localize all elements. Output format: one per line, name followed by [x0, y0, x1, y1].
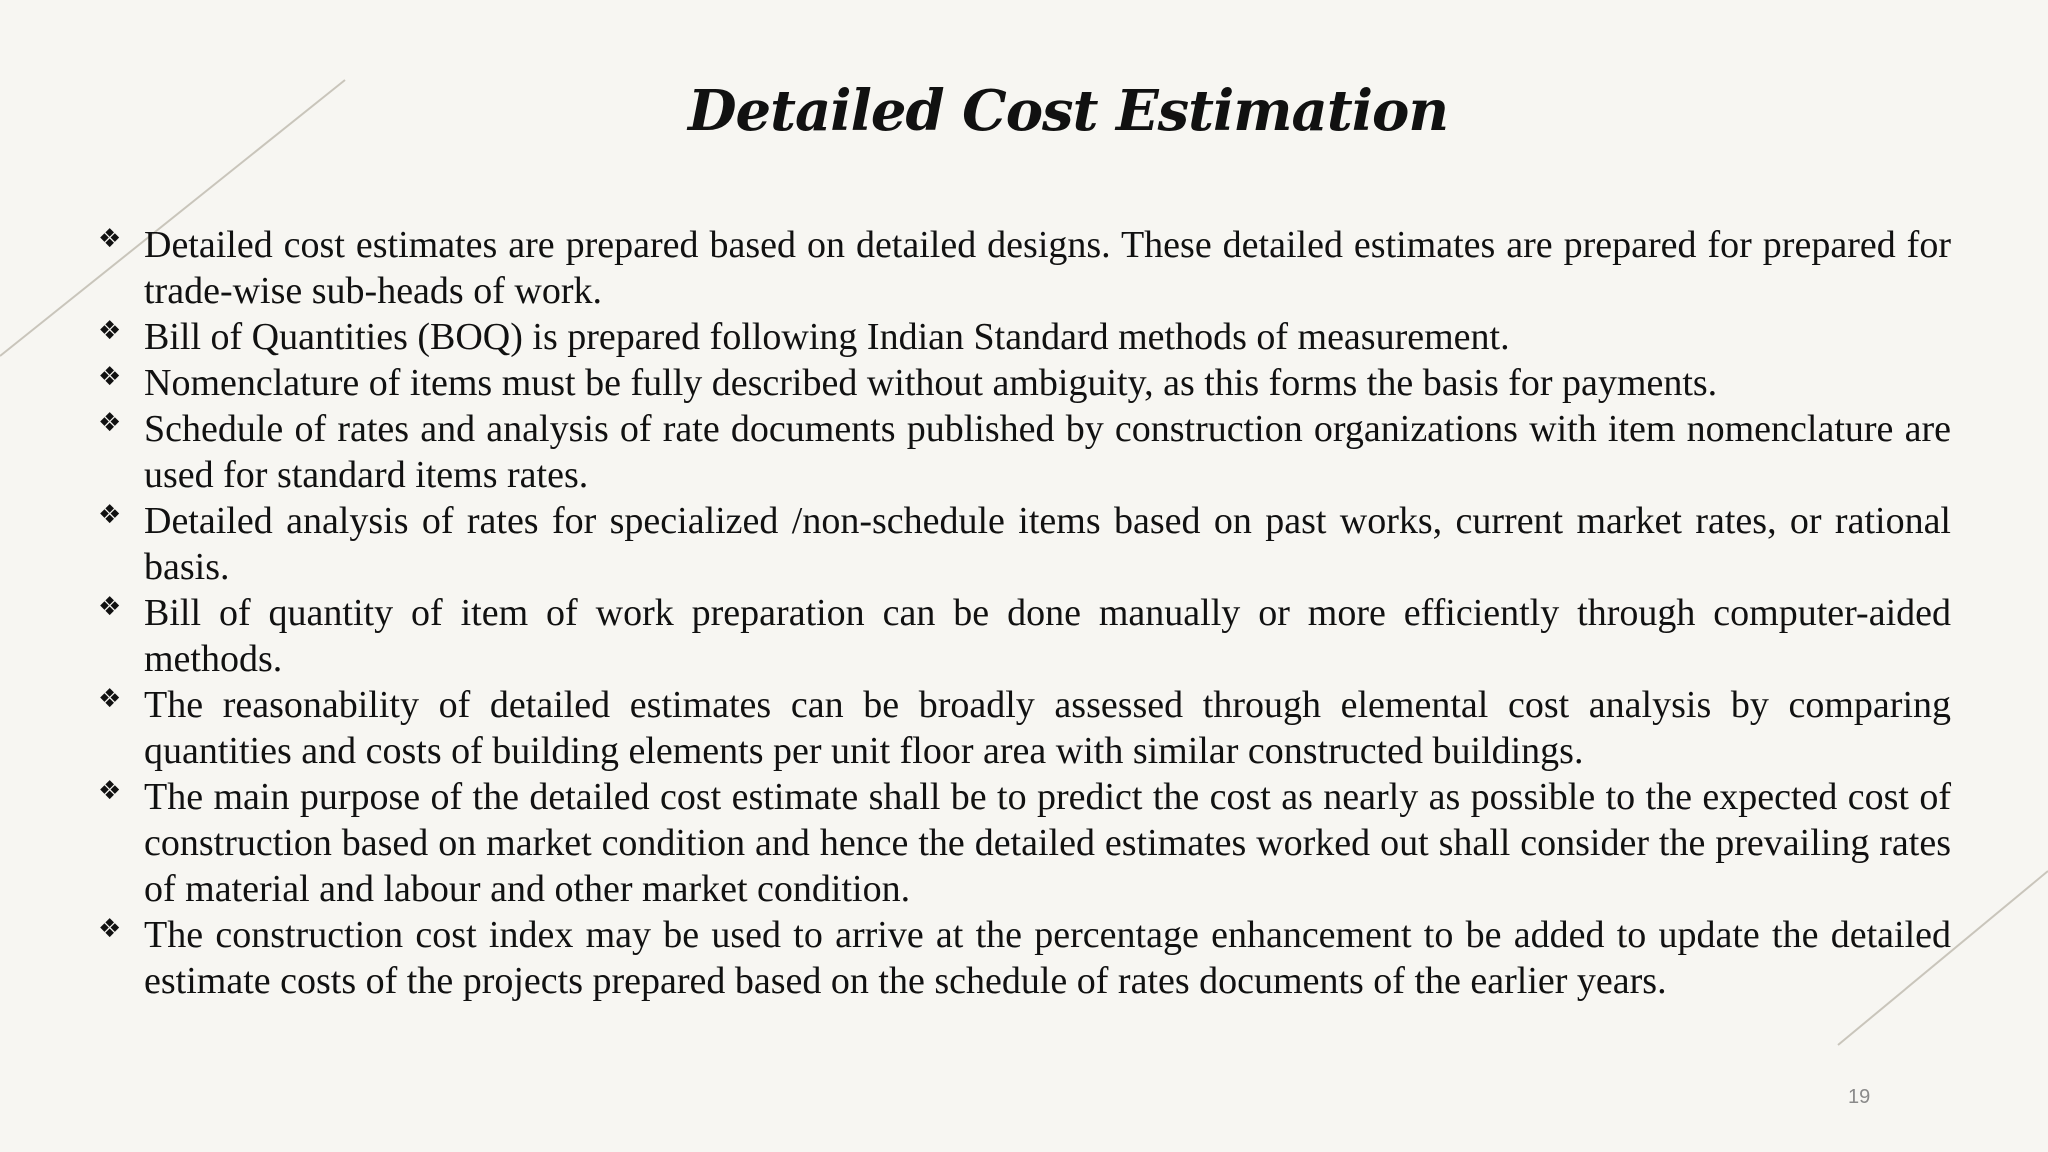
- bullet-item: [98, 912, 1951, 1004]
- bullet-text: Bill of Quantities (BOQ) is prepared following Indian Standard methods of measurement.: [144, 316, 1510, 358]
- bullet-item: [98, 314, 1951, 360]
- bullet-text: Schedule of rates and analysis of rate documents published by construction organizations with item nomenclature are used for standard items rates.: [144, 408, 1951, 496]
- bullet-item: [98, 498, 1951, 590]
- diamond-bullet-icon: ❖: [98, 408, 122, 438]
- bullet-text: The main purpose of the detailed cost estimate shall be to predict the cost as nearly as possible to the expected cost of construction based on market condition and hence the detailed estimates worked out shall consider the prevailing rates of material and labour and other market condition.: [144, 776, 1951, 910]
- diamond-bullet-icon: ❖: [98, 224, 122, 254]
- diamond-bullet-icon: ❖: [98, 316, 122, 346]
- slide-title: Detailed Cost Estimation: [687, 78, 1449, 144]
- bullet-text: Nomenclature of items must be fully described without ambiguity, as this forms the basis for payments.: [144, 362, 1718, 404]
- diamond-bullet-icon: ❖: [98, 914, 122, 944]
- diamond-bullet-icon: ❖: [98, 592, 122, 622]
- diamond-bullet-icon: ❖: [98, 684, 122, 714]
- diamond-bullet-icon: ❖: [98, 362, 122, 392]
- bullet-item: [98, 222, 1951, 314]
- bullet-item: [98, 682, 1951, 774]
- bullet-item: [98, 590, 1951, 682]
- diamond-bullet-icon: ❖: [98, 500, 122, 530]
- bullet-text: Bill of quantity of item of work preparation can be done manually or more efficiently through computer-aided methods.: [144, 592, 1951, 680]
- bullet-text: The reasonability of detailed estimates can be broadly assessed through elemental cost analysis by comparing quantities and costs of building elements per unit floor area with similar constructed buildings.: [144, 684, 1951, 772]
- diamond-bullet-icon: ❖: [98, 776, 122, 806]
- page-number: 19: [1848, 1086, 1871, 1108]
- bullet-item: [98, 774, 1951, 912]
- bullet-item: [98, 360, 1951, 406]
- bullet-text: Detailed cost estimates are prepared based on detailed designs. These detailed estimates are prepared for prepared for trade-wise sub-heads of work.: [144, 224, 1951, 312]
- bullet-text: Detailed analysis of rates for specialized /non-schedule items based on past works, current market rates, or rational basis.: [144, 500, 1951, 588]
- bullet-item: [98, 406, 1951, 498]
- bullet-list: [98, 222, 1951, 1004]
- bullet-text: The construction cost index may be used to arrive at the percentage enhancement to be added to update the detailed estimate costs of the projects prepared based on the schedule of rates documents of the earlier years.: [144, 914, 1951, 1002]
